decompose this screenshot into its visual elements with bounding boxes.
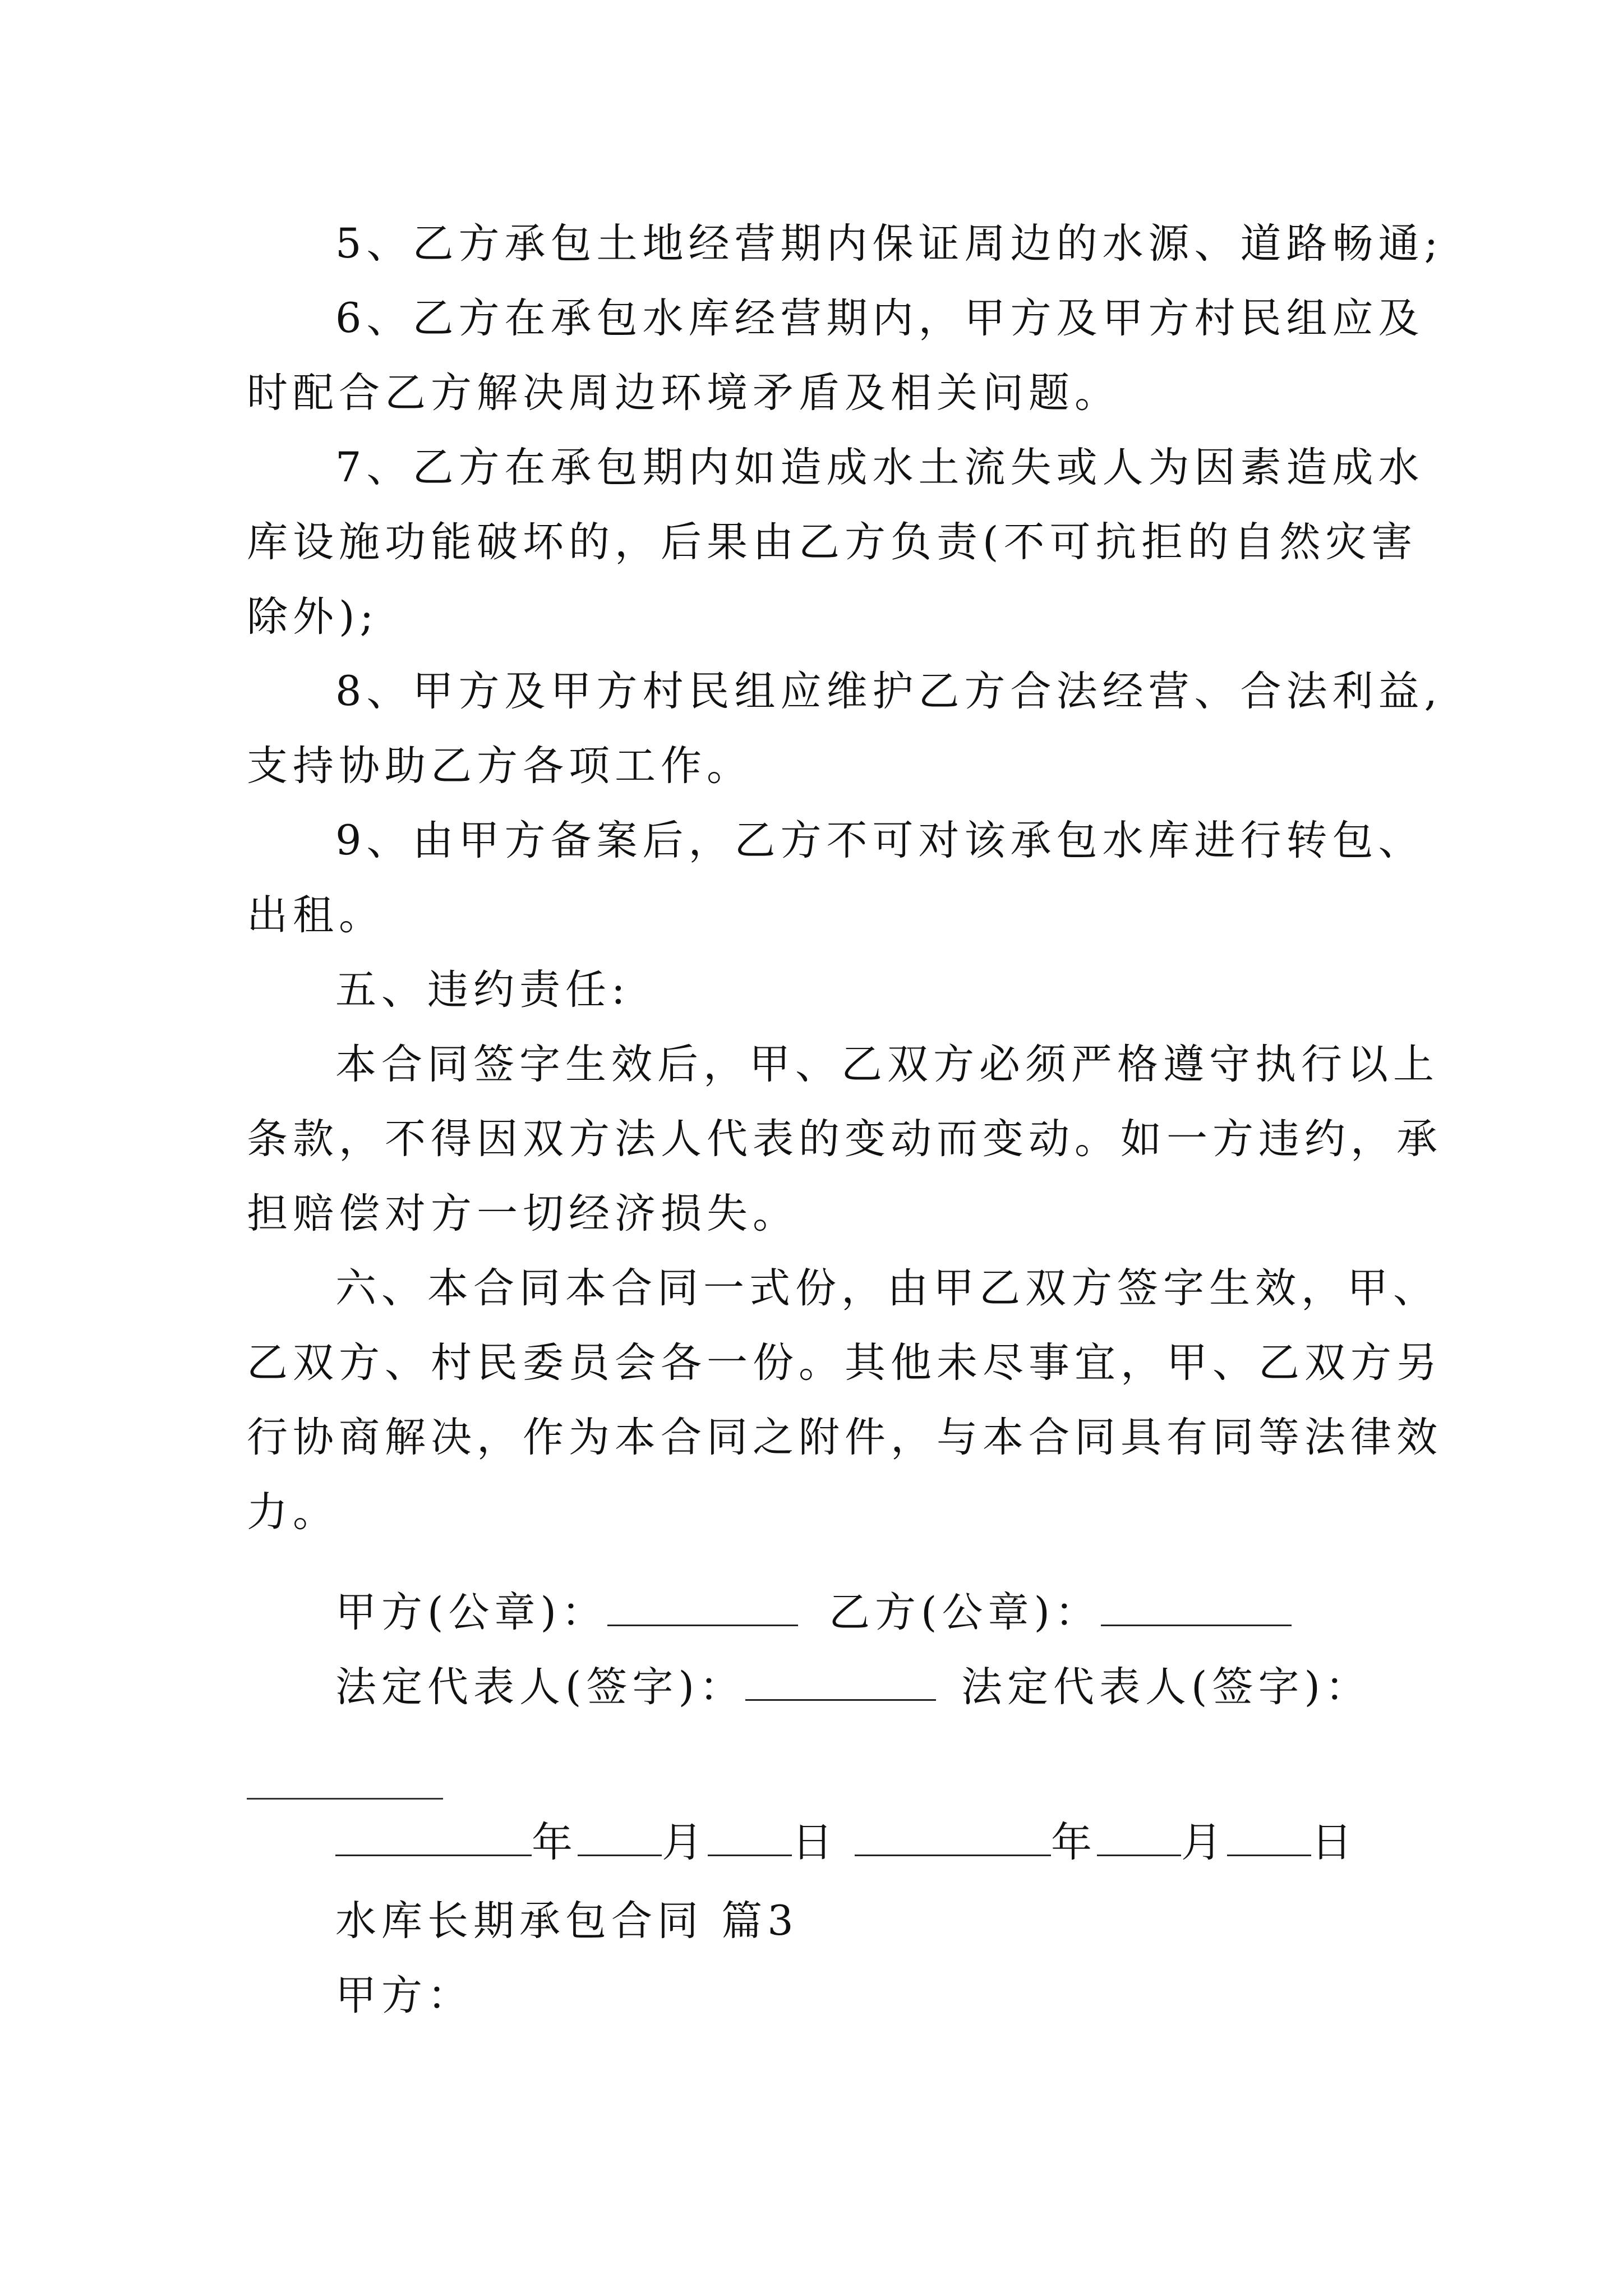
day-blank-b: [1227, 1815, 1311, 1856]
month-blank-b: [1097, 1815, 1181, 1856]
clause-9-line-2: 出租。: [247, 891, 385, 939]
clause-6-line-2: 时配合乙方解决周边环境矛盾及相关问题。: [247, 369, 1121, 417]
party-a-seal-blank: [607, 1585, 798, 1626]
month-blank-a: [578, 1815, 662, 1856]
party-b-seal-label: 乙方(公章)：: [828, 1589, 1101, 1636]
clause-5-line-1: 5、乙方承包土地经营期内保证周边的水源、道路畅通;: [335, 220, 1444, 268]
breach-line-2: 条款，不得因双方法人代表的变动而变动。如一方违约，承: [247, 1115, 1442, 1163]
year-blank-a: [335, 1815, 532, 1856]
breach-line-1: 本合同签字生效后，甲、乙双方必须严格遵守执行以上: [335, 1041, 1439, 1088]
seal-line: [335, 1585, 1292, 1641]
clause-7-line-2: 库设施功能破坏的，后果由乙方负责(不可抗拒的自然灾害: [247, 518, 1418, 566]
breach-line-3: 担赔偿对方一切经济损失。: [247, 1190, 799, 1237]
legal-rep-a-blank: [745, 1660, 936, 1701]
day-label-b: 日: [1311, 1819, 1357, 1866]
year-blank-b: [855, 1815, 1051, 1856]
legal-rep-line: [335, 1659, 1371, 1715]
year-label-a: 年: [532, 1819, 578, 1866]
section-six-line-1: 六、本合同本合同一式份，由甲乙双方签字生效，甲、: [335, 1264, 1439, 1312]
month-label-b: 月: [1181, 1819, 1227, 1866]
month-label-a: 月: [662, 1819, 708, 1866]
section-heading-breach: 五、违约责任:: [335, 966, 630, 1014]
next-party-a-label: 甲方：: [335, 1972, 473, 2019]
clause-8-line-2: 支持协助乙方各项工作。: [247, 742, 753, 790]
party-b-seal-blank: [1101, 1585, 1292, 1626]
section-six-line-3: 行协商解决，作为本合同之附件，与本合同具有同等法律效: [247, 1414, 1442, 1461]
next-section-title: 水库长期承包合同 篇3: [335, 1897, 799, 1945]
legal-rep-b-blank: [247, 1798, 443, 1800]
section-six-line-4: 力。: [247, 1488, 339, 1536]
clause-8-line-1: 8、甲方及甲方村民组应维护乙方合法经营、合法利益,: [335, 668, 1442, 715]
legal-rep-a-label: 法定代表人(签字)：: [335, 1663, 745, 1711]
legal-rep-b-label: 法定代表人(签字)：: [961, 1663, 1371, 1711]
year-label-b: 年: [1051, 1819, 1097, 1866]
day-blank-a: [708, 1815, 792, 1856]
date-line: [335, 1815, 1357, 1871]
clause-7-line-1: 7、乙方在承包期内如造成水土流失或人为因素造成水: [335, 444, 1424, 491]
clause-9-line-1: 9、由甲方备案后，乙方不可对该承包水库进行转包、: [335, 817, 1424, 864]
day-label-a: 日: [792, 1819, 838, 1866]
section-six-line-2: 乙双方、村民委员会各一份。其他未尽事宜，甲、乙双方另: [247, 1339, 1442, 1387]
clause-6-line-1: 6、乙方在承包水库经营期内，甲方及甲方村民组应及: [335, 295, 1424, 342]
party-a-seal-label: 甲方(公章)：: [335, 1589, 607, 1636]
clause-7-line-3: 除外);: [247, 593, 379, 641]
